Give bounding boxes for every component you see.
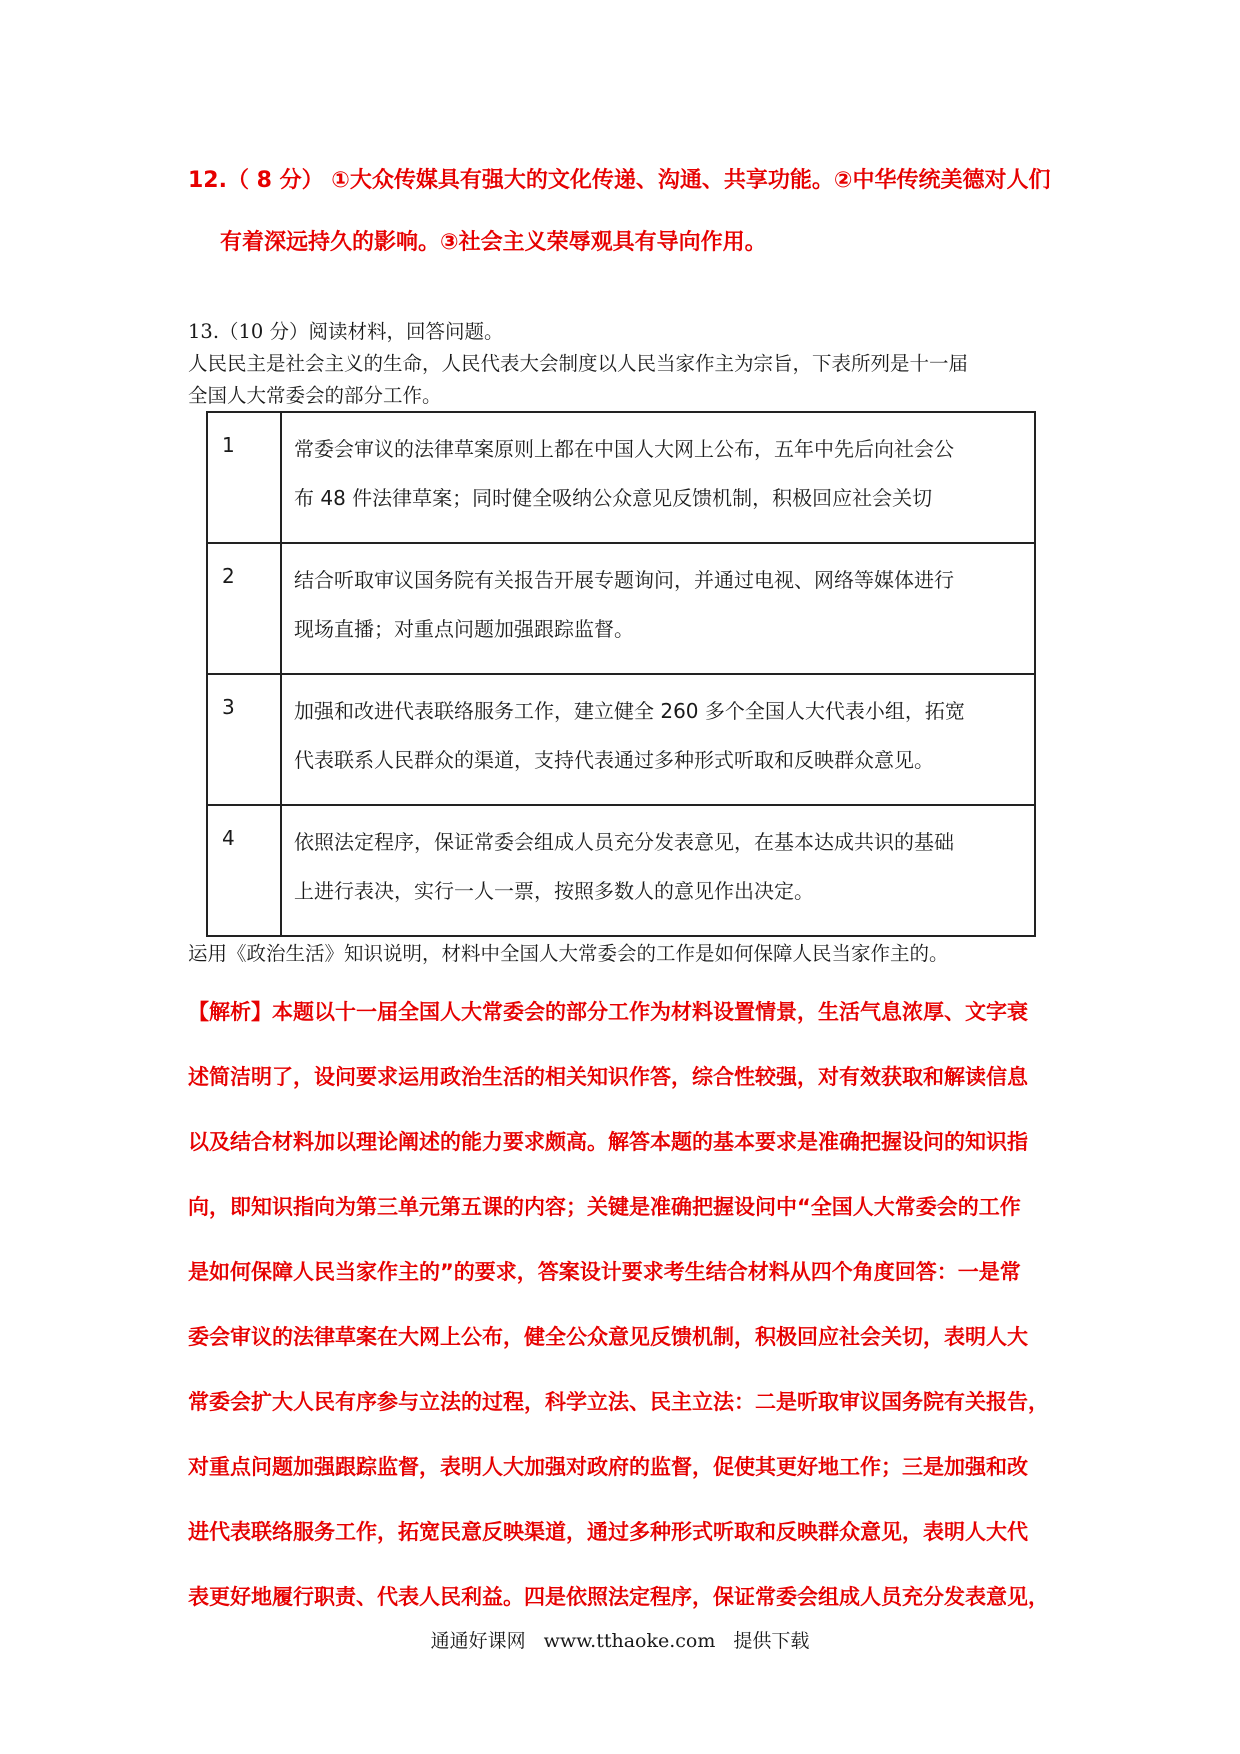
table-row xyxy=(207,412,1035,543)
table-row xyxy=(207,543,1035,674)
row-text xyxy=(281,674,1035,805)
row-text xyxy=(281,543,1035,674)
question-13-intro-line-1: 人民民主是社会主义的生命，人民代表大会制度以人民当家作主为宗旨，下表所列是十一届 xyxy=(188,352,969,375)
analysis-line: 述简洁明了，设问要求运用政治生活的相关知识作答，综合性较强，对有效获取和解读信息 xyxy=(188,1065,1028,1089)
footer-site-name: 通通好课网 xyxy=(430,1630,526,1652)
question-13-heading: 13.（10 分）阅读材料，回答问题。 xyxy=(188,320,504,343)
row-text-line-1: 加强和改进代表联络服务工作，建立健全 260 多个全国人大代表小组，拓宽 xyxy=(294,699,965,723)
row-text-line-1: 结合听取审议国务院有关报告开展专题询问，并通过电视、网络等媒体进行 xyxy=(294,568,954,592)
analysis-line: 进代表联络服务工作，拓宽民意反映渠道，通过多种形式听取和反映群众意见，表明人大代 xyxy=(188,1520,1028,1544)
question-13 xyxy=(188,316,1068,412)
analysis-line: 以及结合材料加以理论阐述的能力要求颇高。解答本题的基本要求是准确把握设问的知识指 xyxy=(188,1130,1028,1154)
table-row xyxy=(207,674,1035,805)
footer-note: 提供下载 xyxy=(733,1630,810,1652)
row-number: 1 xyxy=(207,412,281,543)
question-13-prompt: 运用《政治生活》知识说明，材料中全国人大常委会的工作是如何保障人民当家作主的。 xyxy=(188,942,949,965)
analysis-line: 常委会扩大人民有序参与立法的过程，科学立法、民主立法：二是听取审议国务院有关报告， xyxy=(188,1390,1049,1414)
row-text xyxy=(281,805,1035,936)
row-text-line-2: 代表联系人民群众的渠道，支持代表通过多种形式听取和反映群众意见。 xyxy=(294,748,934,772)
question-13-intro-line-2: 全国人大常委会的部分工作。 xyxy=(188,384,442,407)
analysis-line: 表更好地履行职责、代表人民利益。四是依照法定程序，保证常委会组成人员充分发表意见， xyxy=(188,1585,1049,1609)
material-table xyxy=(206,411,1036,937)
analysis-line: 是如何保障人民当家作主的”的要求，答案设计要求考生结合材料从四个角度回答：一是常 xyxy=(188,1260,1021,1284)
analysis-line: 委会审议的法律草案在大网上公布，健全公众意见反馈机制，积极回应社会关切，表明人大 xyxy=(188,1325,1028,1349)
row-text-line-1: 依照法定程序，保证常委会组成人员充分发表意见，在基本达成共识的基础 xyxy=(294,830,954,854)
analysis-line: 向，即知识指向为第三单元第五课的内容；关键是准确把握设问中“全国人大常委会的工作 xyxy=(188,1195,1021,1219)
analysis-line: 对重点问题加强跟踪监督，表明人大加强对政府的监督，促使其更好地工作；三是加强和改 xyxy=(188,1455,1028,1479)
analysis-section xyxy=(188,980,1068,1630)
footer-url[interactable]: www.tthaoke.com xyxy=(543,1630,716,1652)
answer-12-line-1: 12.（ 8 分） ①大众传媒具有强大的文化传递、沟通、共享功能。②中华传统美德对人们 xyxy=(188,168,1051,193)
row-text-line-1: 常委会审议的法律草案原则上都在中国人大网上公布，五年中先后向社会公 xyxy=(294,437,954,461)
row-text-line-2: 布 48 件法律草案；同时健全吸纳公众意见反馈机制，积极回应社会关切 xyxy=(294,486,933,510)
page-footer xyxy=(0,1626,1240,1653)
row-text xyxy=(281,412,1035,543)
row-number: 2 xyxy=(207,543,281,674)
row-text-line-2: 现场直播；对重点问题加强跟踪监督。 xyxy=(294,617,634,641)
row-number: 4 xyxy=(207,805,281,936)
row-text-line-2: 上进行表决，实行一人一票，按照多数人的意见作出决定。 xyxy=(294,879,814,903)
answer-12 xyxy=(188,150,1068,274)
analysis-line: 【解析】本题以十一届全国人大常委会的部分工作为材料设置情景，生活气息浓厚、文字衰 xyxy=(188,1000,1028,1024)
table-row xyxy=(207,805,1035,936)
answer-12-line-2: 有着深远持久的影响。③社会主义荣辱观具有导向作用。 xyxy=(220,230,767,255)
row-number: 3 xyxy=(207,674,281,805)
